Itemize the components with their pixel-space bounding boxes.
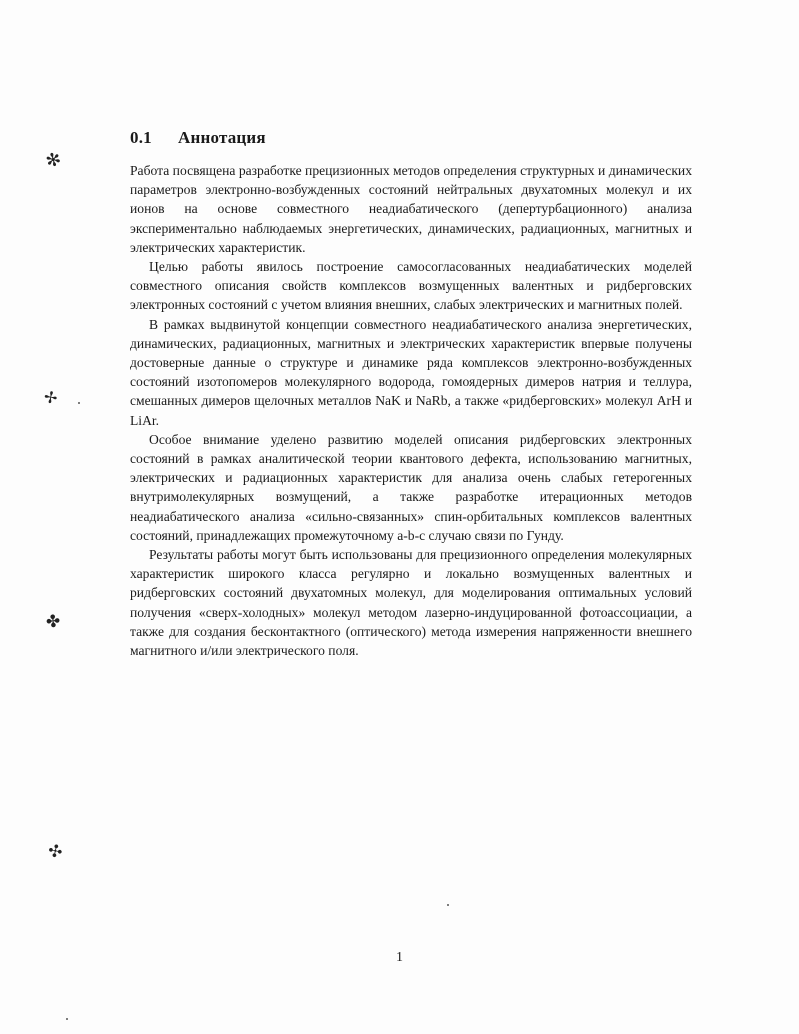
scan-artifact-dot	[66, 1018, 68, 1020]
paragraph-5: Результаты работы могут быть использованы для прецизионного определения молекулярных характеристик широкого класса регулярно и локально возмущенных валентных и ридберговских состояний двухатомных молекул, для моделирования оптимальных условий получения «сверх-холодных» молекул методом лазерно-индуцированной фотоассоциации, а также для создания бесконтактного (оптического) метода измерения напряженности внешнего магнитного и/или электрического поля.	[130, 547, 692, 659]
scan-artifact-mark: ✢	[42, 386, 59, 409]
scan-artifact-dot	[78, 402, 80, 404]
paragraph-3: В рамках выдвинутой концепции совместного неадиабатического анализа энергетических, динамических, радиационных, магнитных и электрических характеристик впервые получены достоверные данные о структуре и динамике ряда комплексов электронно-возбужденных состояний изотопомеров молекулярного водорода, гомоядерных димеров натрия и теллура, смешанных димеров щелочных металлов NaK и NaRb, а также «ридберговских» молекул ArH и LiAr.	[130, 316, 692, 428]
page-number: 1	[396, 950, 403, 965]
paragraph-4: Особое внимание уделено развитию моделей описания ридберговских электронных состояний в рамках аналитической теории квантового дефекта, использованию магнитных, электрических и радиационных характеристик для анализа очень слабых гетерогенных внутримолекулярных возмущений, а также разработке итерационных методов неадиабатического анализа «сильно-связанных» спин-орбитальных комплексов валентных состояний, принадлежащих промежуточному a-b-c случаю связи по Гунду.	[130, 431, 692, 543]
paragraph-2: Целью работы явилось построение самосогласованных неадиабатических моделей совместного описания свойств комплексов возмущенных валентных и ридберговских электронных состояний с учетом влияния внешних, слабых электрических и магнитных полей.	[130, 259, 692, 313]
scan-artifact-mark: ✤	[45, 611, 62, 633]
scan-artifact-dot	[447, 904, 449, 906]
abstract-body	[130, 161, 692, 660]
paragraph-1: Работа посвящена разработке прецизионных методов определения структурных и динамических параметров электронно-возбужденных состояний нейтральных двухатомных молекул и их ионов на основе совместного неадиабатического (депертурбационного) анализа экспериментально наблюдаемых энергетических, динамических, радиационных, магнитных и электрических характеристик.	[130, 163, 692, 255]
section-heading	[130, 128, 266, 148]
scan-artifact-mark: ✻	[43, 148, 64, 173]
section-title: Аннотация	[178, 128, 266, 147]
section-number: 0.1	[130, 128, 152, 147]
scan-artifact-mark: ✣	[46, 840, 65, 864]
